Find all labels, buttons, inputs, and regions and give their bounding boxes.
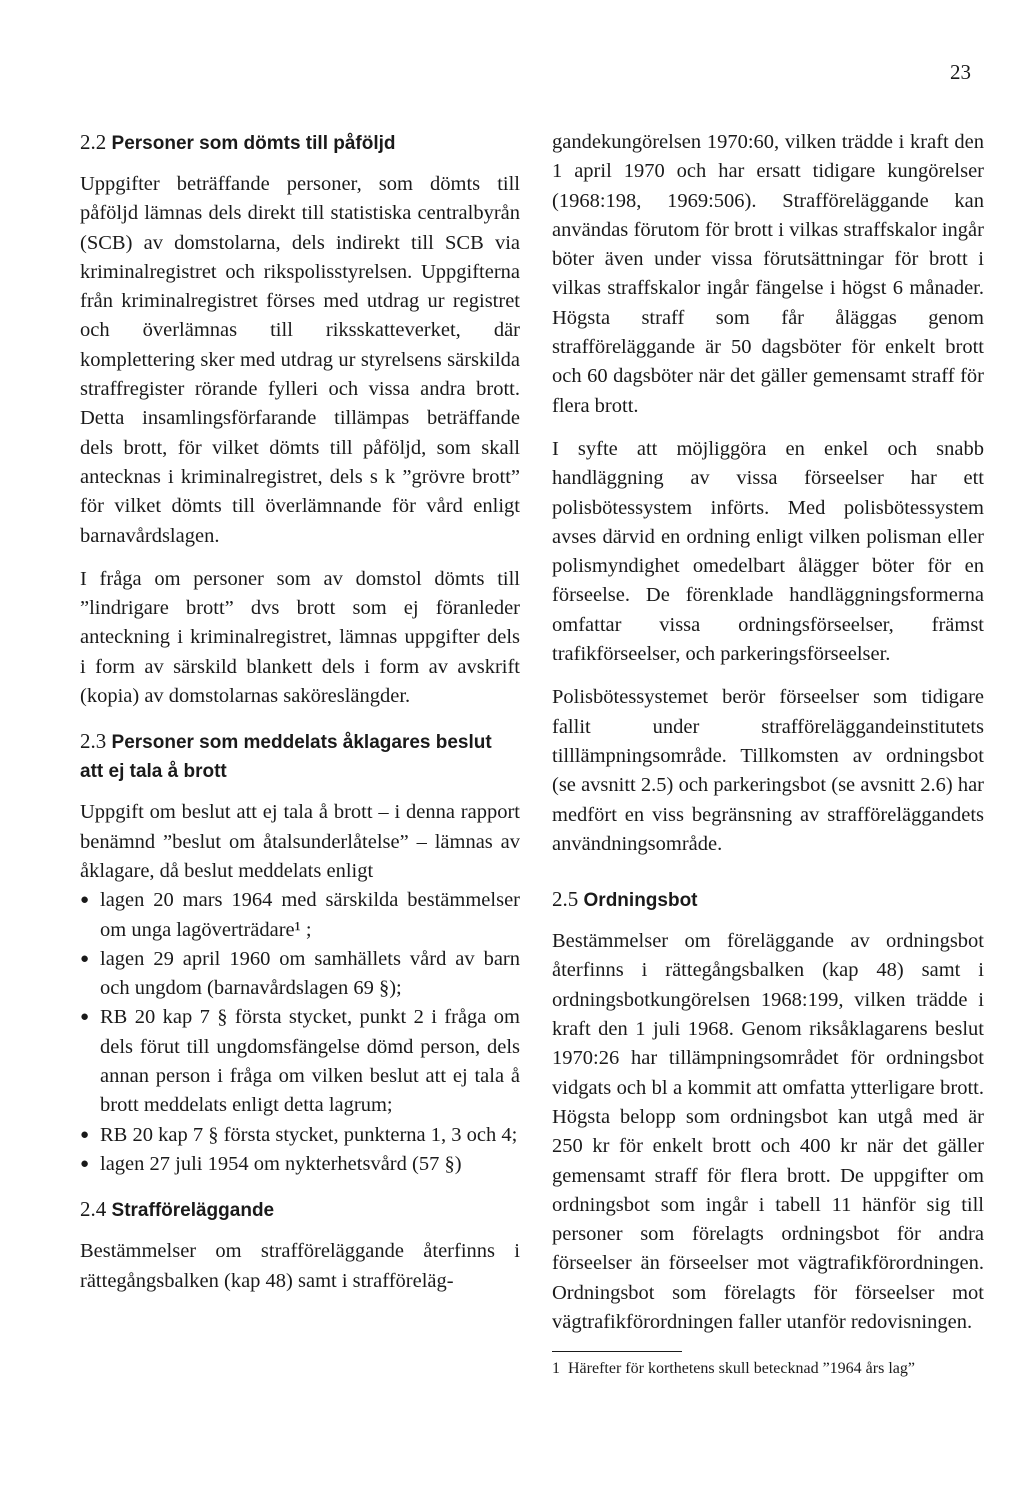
footnote-mark: 1 [552, 1360, 560, 1378]
paragraph: Bestämmelser om strafföreläggande återfinns i rättegångsbalken (kap 48) samt i strafföreläg- [80, 1240, 520, 1292]
bullet-item: ● lagen 27 juli 1954 om nykterhetsvård (57 §) [80, 1150, 520, 1179]
section-heading-2-4 [80, 1195, 520, 1225]
left-column [80, 128, 520, 1296]
page-number: 23 [950, 60, 971, 84]
section-number: 2.2 [80, 130, 107, 154]
paragraph: I fråga om personer som av domstol dömts till ”lindrigare brott” dvs brott som ej föranleder anteckning i kriminalregistret, lämnas uppgifter dels i form av särskild blankett dels i form av avskrift (kopia) av domstolarnas saköreslängder. [80, 567, 520, 708]
paragraph: Polisbötessystemet berör förseelser som tidigare fallit under strafföreläggandeinstitutets tilllämpningsområde. Tillkomsten av ordningsbot (se avsnitt 2.5) och parkeringsbot (se avsnitt 2.6) har medfört en viss begränsning av strafföreläggandets användningsområde. [552, 686, 984, 855]
right-column [552, 128, 984, 1379]
footnote [552, 1358, 984, 1379]
section-heading-2-2 [80, 128, 520, 158]
paragraph: Uppgift om beslut att ej tala å brott – i denna rapport benämnd ”beslut om åtalsunderlåtelse” – lämnas av åklagare, då beslut meddelats enligt [80, 801, 520, 882]
paragraph: Uppgifter beträffande personer, som dömts till påföljd lämnas dels direkt till statistiska centralbyrån (SCB) av domstolarna, dels indirekt till SCB via kriminalregistret och rikspolisstyrelsen. Uppgifterna från kriminalregistret förses med utdrag ur registret och överlämnas till riksskatteverket, där komplettering sker med utdrag ur styrelsens särskilda straffregister rörande fylleri och vissa andra brott. Detta insamlingsförfarande tillämpas beträffande dels brott, för vilket dömts till påföljd, som skall antecknas i kriminalregistret, dels s k ”grövre brott” för vilket dömts till överlämnande för vård enligt barnavårdslagen. [80, 173, 520, 547]
bullet-item: ● RB 20 kap 7 § första stycket, punkt 2 i fråga om dels förut till ungdomsfängelse dömd person, dels annan person i fråga om vilken beslut att ej tala å brott meddelats enligt detta lagrum; [80, 1003, 520, 1120]
footnote-text: Härefter för korthetens skull betecknad ”1964 års lag” [568, 1360, 915, 1378]
paragraph: I syfte att möjliggöra en enkel och snabb handläggning av vissa förseelser har ett polisbötessystem införts. Med polisbötessystem avses därvid en ordning enligt vilken polisman eller polismyndighet omedelbart ålägger böter för en förseelse. De förenklade handläggningsformerna omfattar vissa ordningsförseelser, främst trafikförseelser, och parkeringsförseelser. [552, 437, 984, 666]
section-title: Ordningsbot [583, 890, 698, 912]
section-number: 2.4 [80, 1197, 107, 1222]
section-title: Personer som dömts till påföljd [111, 133, 396, 154]
section-heading-2-5 [552, 885, 984, 915]
paragraph: gandekungörelsen 1970:60, vilken trädde i kraft den 1 april 1970 och har ersatt tidigare kungörelser (1968:198, 1969:506). Strafföreläggande kan användas förutom för brott i vilkas straffskalor ingår böter även under vissa förutsättningar för brott i vilkas straffskalor ingår fängelse i högst 6 månader. Högsta straff som får åläggas genom strafföreläggande är 50 dagsböter för enkelt brott och 60 dagsböter när det gäller gemensamt straff för flera brott. [552, 131, 984, 417]
bullet-item: ● lagen 29 april 1960 om samhällets vård av barn och ungdom (barnavårdslagen 69 §); [80, 945, 520, 1004]
section-number: 2.3 [80, 729, 107, 754]
section-heading-2-3 [80, 727, 520, 786]
bullet-item: ● RB 20 kap 7 § första stycket, punkterna 1, 3 och 4; [80, 1121, 520, 1150]
paragraph: Bestämmelser om föreläggande av ordningsbot återfinns i rättegångsbalken (kap 48) samt i ordningsbotkungörelsen 1968:199, vilken trädde i kraft den 1 juli 1968. Genom riksåklagarens beslut 1970:26 har tillämpningsområdet för ordningsbot vidgats och bl a kommit att omfatta ytterligare brott. Högsta belopp som ordningsbot kan utgå med är 250 kr för enkelt brott och 400 kr när det gäller gemensamt straff för flera brott. De uppgifter om ordningsbot som ingår i tabell 11 hänför sig till personer som förelagts ordningsbot för andra förseelser än förseelser mot vägtrafikförordningen. Ordningsbot som förelagts för förseelser mot vägtrafikförordningen faller utanför redovisningen. [552, 930, 984, 1333]
section-title: Personer som meddelats åklagares beslut att ej tala å brott [80, 732, 492, 783]
section-title: Strafföreläggande [111, 1200, 275, 1222]
bullet-list [80, 886, 520, 1179]
footnote-divider [552, 1351, 682, 1352]
section-number: 2.5 [552, 887, 579, 912]
bullet-item: ● lagen 20 mars 1964 med särskilda bestämmelser om unga lagöverträdare¹ ; [80, 886, 520, 945]
